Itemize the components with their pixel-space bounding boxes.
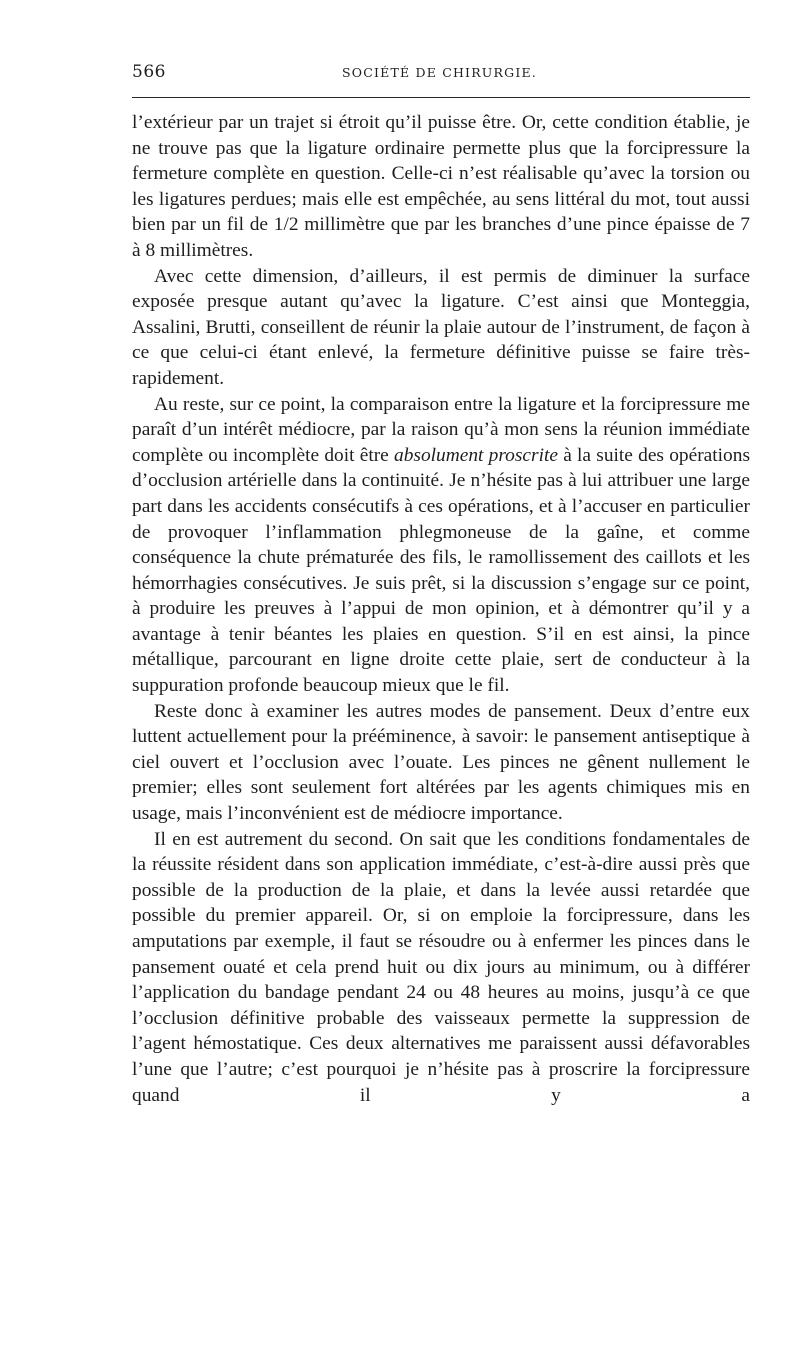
paragraph <box>132 392 750 699</box>
paragraph-continuation: l’extérieur par un trajet si étroit qu’il puisse être. Or, cette condition établie, je ne trouve pas que la ligature ordinaire permette plus que la forcipressure la fermeture complète en question. Celle-ci n’est réalisable qu’avec la torsion ou les ligatures perdues; mais elle est empêchée, au sens littéral du mot, tout aussi bien par un fil de 1/2 millimètre que par les branches d’une pince épaisse de 7 à 8 millimètres. <box>132 112 750 261</box>
page-header <box>132 62 750 86</box>
paragraph: Reste donc à examiner les autres modes de pansement. Deux d’entre eux luttent actuellement pour la prééminence, à savoir: le pansement antiseptique à ciel ouvert et l’occlusion avec l’ouate. Les pinces ne gênent nullement le premier; elles sont seulement fort altérées par les agents chimiques mis en usage, mais l’inconvénient est de médiocre importance. <box>132 700 750 825</box>
paragraph: Avec cette dimension, d’ailleurs, il est permis de diminuer la surface exposée presque autant qu’avec la ligature. C’est ainsi que Monteggia, Assalini, Brutti, conseillent de réunir la plaie autour de l’instrument, de façon à ce que celui-ci étant enlevé, la fermeture définitive puisse se faire très-rapidement. <box>132 265 750 389</box>
emphasized-text: absolument proscrite <box>394 444 558 466</box>
paragraph: Il en est autrement du second. On sait que les conditions fondamentales de la réussite résident dans son application immédiate, c’est-à-dire aussi près que possible de la production de la plaie, et dans la levée aussi retardée que possible du premier appareil. Or, si on emploie la forcipressure, dans les amputations par exemple, il faut se résoudre ou à enfermer les pinces dans le pansement ouaté et cela prend huit ou dix jours au minimum, ou à différer l’application du bandage pendant 24 ou 48 heures au moins, jusqu’à ce que l’occlusion définitive probable des vaisseaux permette la suppression de l’agent hémostatique. Ces deux alternatives me paraissent aussi défavorables l’une que l’autre; c’est pourquoi je n’hésite pas à proscrire la forcipressure quand il y a <box>132 828 750 1106</box>
header-rule <box>132 97 750 98</box>
page-number: 566 <box>132 62 166 82</box>
body-text <box>132 110 750 1108</box>
running-head: SOCIÉTÉ DE CHIRURGIE. <box>342 65 537 80</box>
paragraph-text: à la suite des opérations d’occlusion artérielle dans la continuité. Je n’hésite pas à lui attribuer une large part dans les accidents consécutifs à ces opérations, et à l’accuser en particulier de provoquer l’inflammation phlegmoneuse de la gaîne, et comme conséquence la chute prématurée des fils, le ramollissement des caillots et les hémorrhagies consécutives. Je suis prêt, si la discussion s’engage sur ce point, à produire les preuves à l’appui de mon opinion, et à démontrer qu’il y a avantage à tenir béantes les plaies en question. S’il en est ainsi, la pince métallique, parcourant en ligne droite cette plaie, sert de conducteur à la suppuration profonde beaucoup mieux que le fil. <box>132 444 750 697</box>
paragraph-text: Au reste, sur ce point, la comparaison entre la ligature et la forcipressure me paraît d’un intérêt médiocre, par la raison qu’à mon sens la réunion immédiate complète ou incomplète doit être <box>132 393 750 466</box>
